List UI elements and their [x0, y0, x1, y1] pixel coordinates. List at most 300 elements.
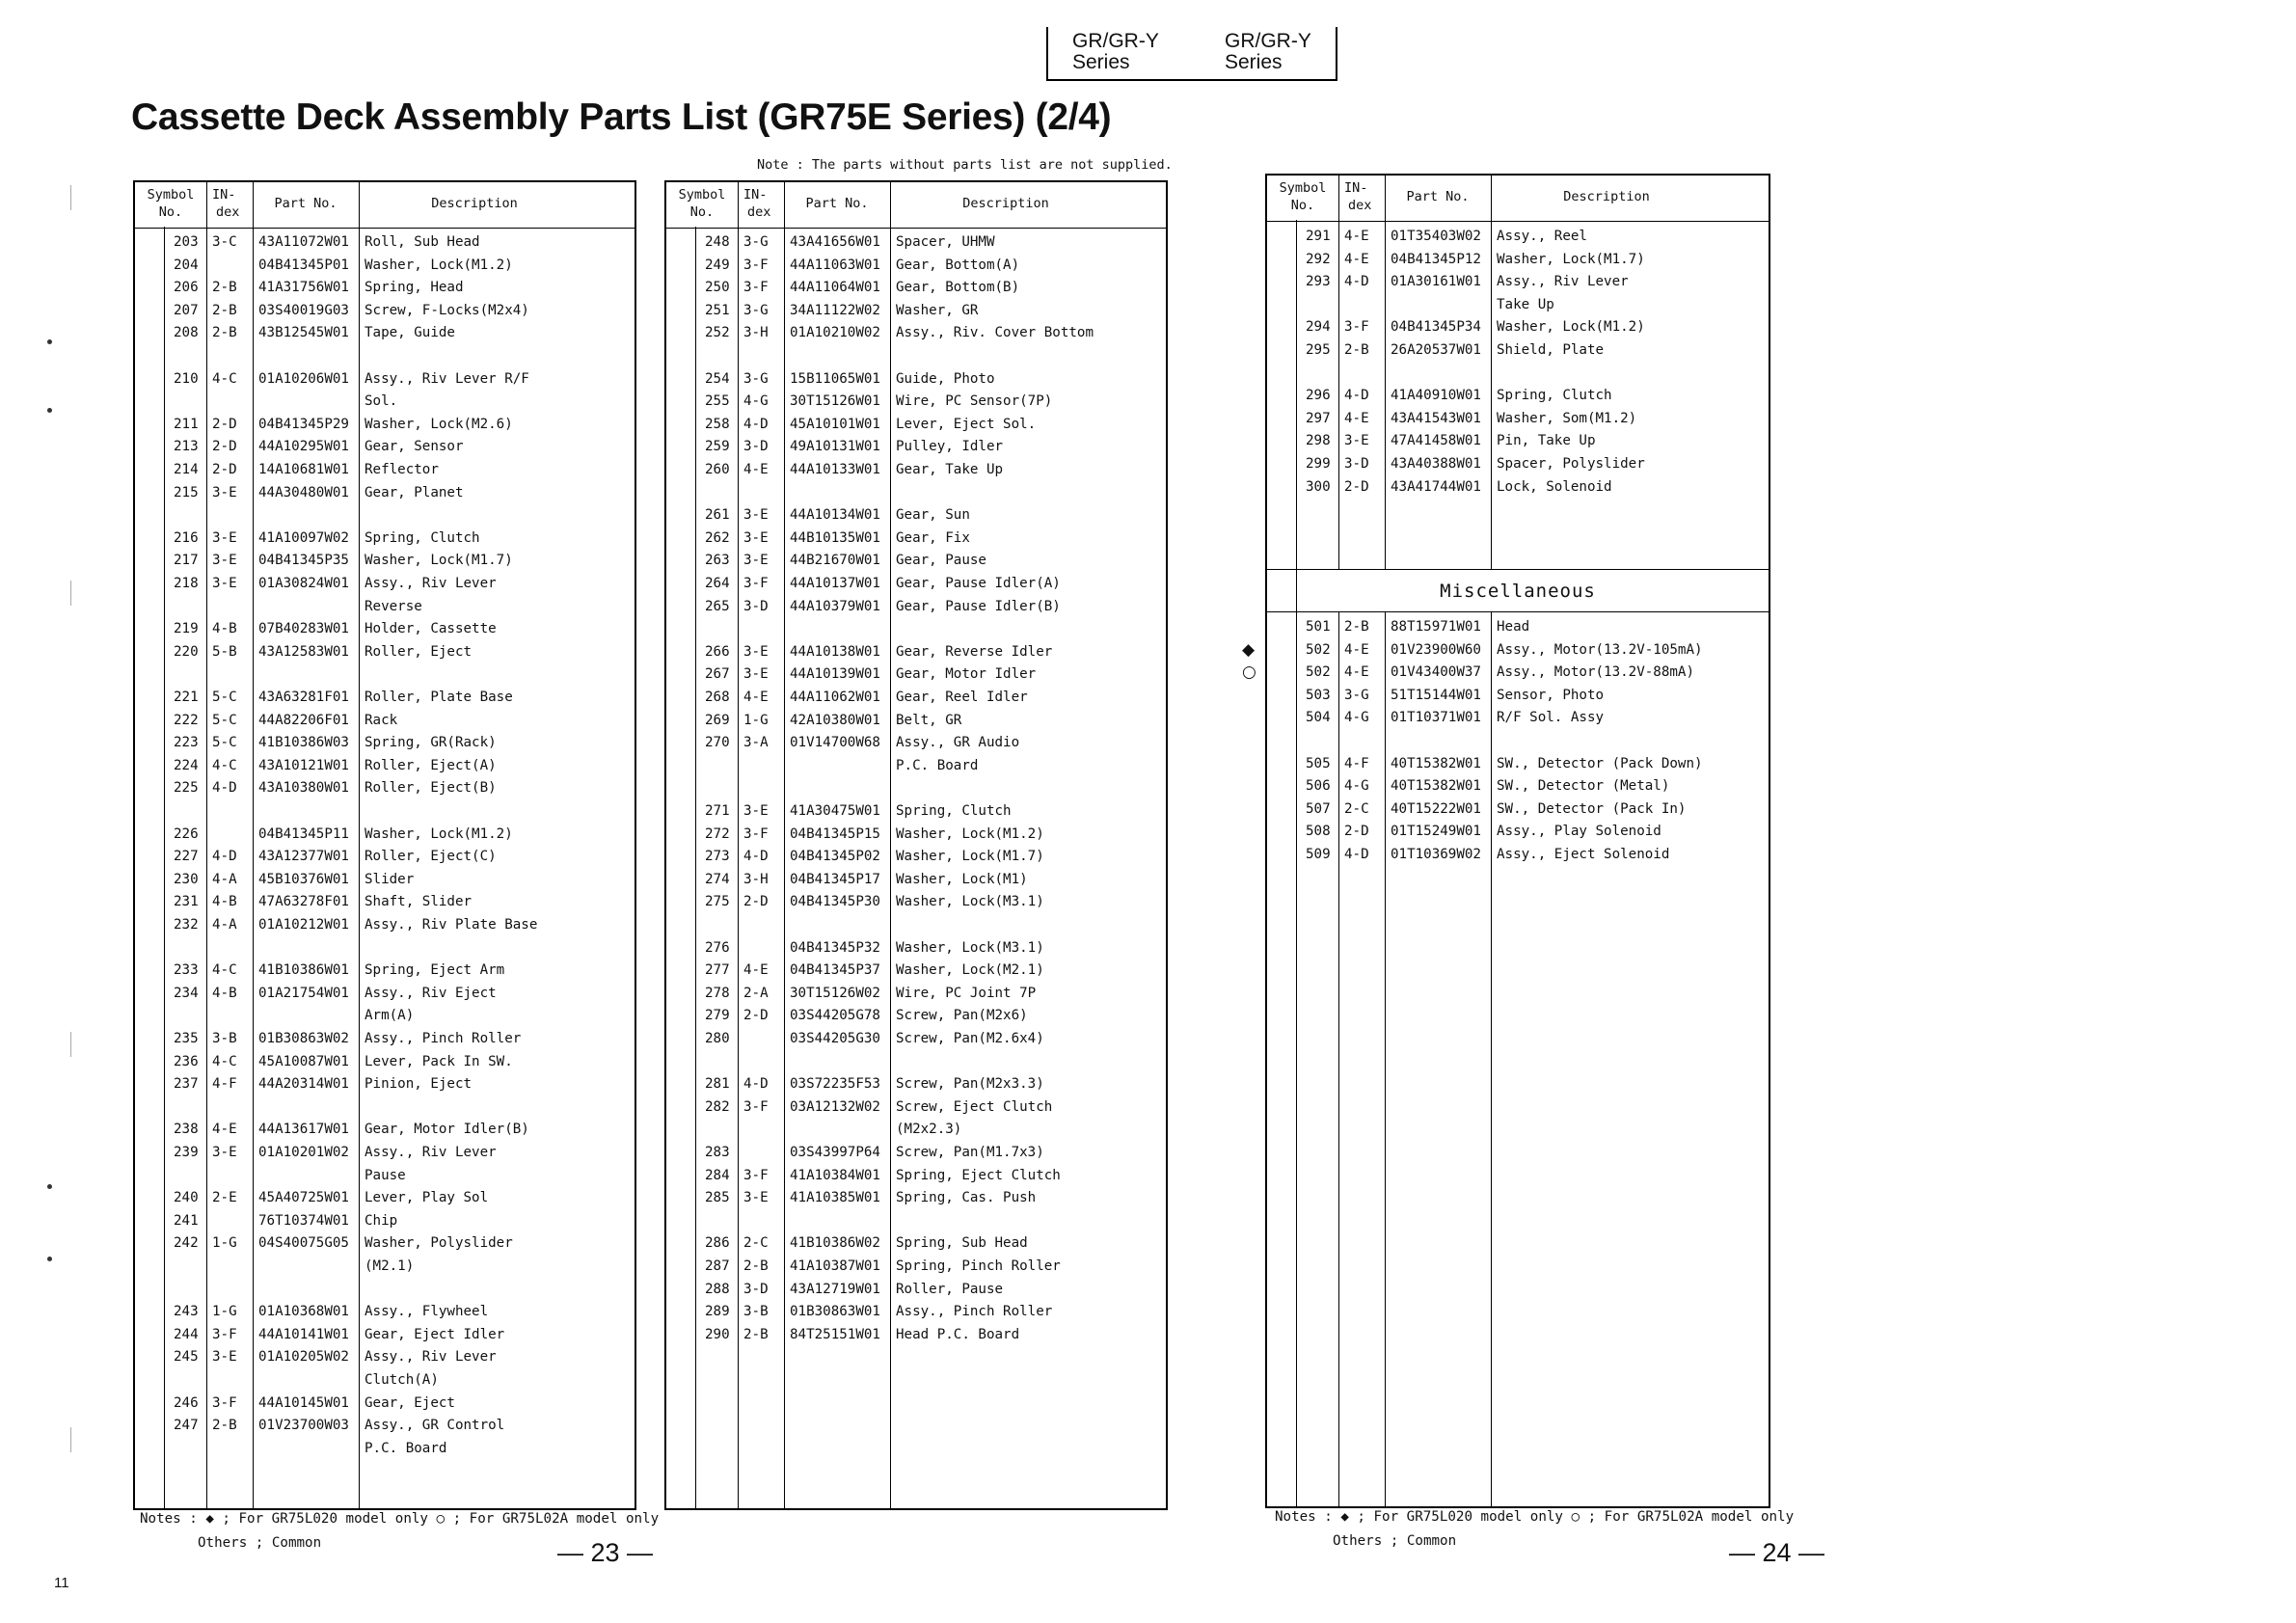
symbol-cell: 283	[705, 1145, 730, 1160]
description-cell: Washer, Lock(M2.6)	[365, 416, 513, 432]
index-cell: 2-D	[1344, 824, 1369, 840]
description-cell: Assy., Riv Lever	[365, 576, 497, 591]
index-cell: 3-E	[743, 666, 769, 683]
description-cell: Washer, Lock(M1.2)	[365, 257, 513, 273]
index-cell: 3-F	[743, 1167, 769, 1183]
index-cell: 5-C	[212, 735, 237, 751]
description-cell: Gear, Bottom(B)	[896, 280, 1020, 296]
index-cell: 4-E	[1344, 410, 1369, 426]
table-row	[666, 982, 1166, 1005]
symbol-cell: 293	[1306, 274, 1331, 290]
part-no-cell: 01A21754W01	[258, 985, 349, 1001]
description-cell: Guide, Photo	[896, 370, 995, 387]
table-row	[666, 1072, 1166, 1096]
index-cell: 2-C	[1344, 800, 1369, 817]
part-no-cell: 44A11064W01	[790, 280, 880, 296]
part-no-cell: 41A31756W01	[258, 280, 349, 296]
description-cell: Clutch(A)	[365, 1372, 439, 1388]
symbol-cell: 226	[174, 825, 199, 842]
table-row	[666, 799, 1166, 823]
description-cell: Assy., Motor(13.2V-88mA)	[1497, 664, 1694, 681]
table-row	[1267, 475, 1769, 499]
symbol-cell: 278	[705, 985, 730, 1001]
table-row	[1242, 638, 1769, 662]
table-row	[135, 1300, 635, 1323]
index-cell: 4-E	[1344, 251, 1369, 267]
symbol-cell: 273	[705, 849, 730, 865]
index-cell: 3-F	[212, 1326, 237, 1342]
symbol-cell: 235	[174, 1031, 199, 1046]
part-no-cell: 43A11072W01	[258, 234, 349, 250]
table-row	[1267, 798, 1769, 821]
table-row	[1267, 225, 1769, 248]
table-row	[135, 1050, 635, 1073]
table-row	[135, 890, 635, 913]
index-cell: 4-D	[1344, 388, 1369, 404]
table-row	[1267, 452, 1769, 475]
table-row	[1267, 706, 1769, 729]
index-cell: 4-C	[212, 962, 237, 979]
description-cell: Spring, GR(Rack)	[365, 735, 497, 751]
description-cell: Assy., Reel	[1497, 229, 1587, 244]
part-no-cell: 01A10368W01	[258, 1304, 349, 1320]
index-cell: 3-F	[743, 576, 769, 591]
symbol-header: Symbol No.	[1279, 180, 1327, 213]
part-no-cell: 41A30475W01	[790, 803, 880, 819]
description-cell: Rack	[365, 712, 398, 728]
index-cell: 3-F	[743, 1098, 769, 1115]
description-cell: Roller, Plate Base	[365, 690, 513, 705]
symbol-cell: 289	[705, 1304, 730, 1320]
table-row	[135, 527, 635, 550]
description-cell: Washer, Lock(M1.2)	[365, 825, 513, 842]
index-cell: 4-E	[212, 1122, 237, 1138]
table-row	[135, 617, 635, 640]
scan-mark	[47, 339, 52, 344]
scan-mark	[47, 408, 52, 413]
part-no-cell: 04B41345P15	[790, 825, 880, 842]
index-cell: 2-B	[743, 1258, 769, 1274]
description-cell: Spring, Eject Arm	[365, 962, 505, 979]
part-no-cell: 01T10371W01	[1391, 710, 1481, 726]
table-row	[666, 390, 1166, 413]
symbol-cell: 272	[705, 825, 730, 842]
part-no-cell: 41B10386W02	[790, 1235, 880, 1252]
description-cell: Assy., Riv. Cover Bottom	[896, 325, 1094, 341]
index-cell: 3-D	[743, 598, 769, 614]
table-row	[666, 254, 1166, 277]
index-cell: 3-E	[212, 529, 237, 546]
description-cell: Assy., Pinch Roller	[896, 1304, 1053, 1320]
footer-notes-left: Notes : ◆ ; For GR75L020 model only ○ ; For GR75L02A model only Others ; Common	[140, 1511, 660, 1551]
symbol-cell: 274	[705, 871, 730, 887]
part-no-cell: 44A10139W01	[790, 666, 880, 683]
table-row	[666, 709, 1166, 732]
description-cell: Washer, Lock(M2.1)	[896, 962, 1044, 979]
description-cell: R/F Sol. Assy	[1497, 710, 1605, 726]
symbol-cell: 250	[705, 280, 730, 296]
index-cell: 3-G	[743, 234, 769, 250]
table-row	[666, 936, 1166, 960]
part-no-cell: 30T15126W02	[790, 985, 880, 1001]
part-no-cell: 01A10205W02	[258, 1349, 349, 1366]
symbol-cell: 287	[705, 1258, 730, 1274]
index-cell: 4-C	[212, 370, 237, 387]
table-row	[135, 709, 635, 732]
description-cell: Spring, Sub Head	[896, 1235, 1028, 1252]
description-cell: Screw, Pan(M2.6x4)	[896, 1031, 1044, 1046]
description-cell: Roller, Eject	[365, 643, 473, 660]
description-cell: Gear, Reel Idler	[896, 690, 1028, 705]
symbol-cell: 210	[174, 370, 199, 387]
table-row	[135, 435, 635, 458]
description-cell: Gear, Pause Idler(B)	[896, 598, 1061, 614]
table-row	[135, 458, 635, 481]
table-row	[135, 321, 635, 344]
symbol-cell: 270	[705, 735, 730, 751]
index-cell: 3-F	[743, 280, 769, 296]
description-cell: Gear, Fix	[896, 529, 970, 546]
table-row	[1267, 684, 1769, 707]
description-cell: Spring, Pinch Roller	[896, 1258, 1061, 1274]
symbol-cell: 239	[174, 1145, 199, 1160]
description-cell: Assy., Riv Lever R/F	[365, 370, 529, 387]
symbol-cell: 288	[705, 1281, 730, 1297]
symbol-cell: 227	[174, 849, 199, 865]
series-label-right: GR/GR-Y Series	[1225, 30, 1311, 73]
symbol-cell: 259	[705, 439, 730, 455]
table-row	[135, 390, 635, 413]
table-row	[666, 458, 1166, 481]
table-row	[135, 299, 635, 322]
description-cell: Gear, Take Up	[896, 462, 1004, 477]
description-cell: Head P.C. Board	[896, 1326, 1020, 1342]
table-row	[666, 890, 1166, 913]
part-no-cell: 01T15249W01	[1391, 824, 1481, 840]
symbol-cell: 507	[1306, 800, 1331, 817]
scan-mark	[47, 1257, 52, 1261]
table-row	[666, 527, 1166, 550]
description-cell: Roll, Sub Head	[365, 234, 480, 250]
index-cell: 3-E	[743, 529, 769, 546]
scan-mark	[70, 1032, 71, 1057]
table-row	[135, 982, 635, 1005]
part-no-cell: 43A10380W01	[258, 780, 349, 797]
symbol-cell: 218	[174, 576, 199, 591]
index-cell: 3-H	[743, 871, 769, 887]
index-cell: 2-B	[743, 1326, 769, 1342]
index-cell: 4-B	[212, 894, 237, 910]
description-cell: Spring, Clutch	[365, 529, 480, 546]
index-cell: 3-D	[1344, 456, 1369, 472]
symbol-cell: 252	[705, 325, 730, 341]
description-cell: Pin, Take Up	[1497, 433, 1596, 449]
index-cell: 3-F	[1344, 319, 1369, 336]
description-cell: Gear, Motor Idler	[896, 666, 1037, 683]
part-no-cell: 43B12545W01	[258, 325, 349, 341]
description-cell: Spacer, UHMW	[896, 234, 995, 250]
description-header: Description	[962, 196, 1049, 211]
part-no-cell: 04B41345P12	[1391, 251, 1481, 267]
part-no-cell: 01B30863W02	[258, 1031, 349, 1046]
index-cell: 3-E	[212, 484, 237, 500]
part-no-cell: 41B10386W01	[258, 962, 349, 979]
part-no-cell: 40T15382W01	[1391, 778, 1481, 795]
index-cell: 4-C	[212, 1053, 237, 1069]
index-cell: 4-D	[743, 1076, 769, 1093]
table-row	[135, 1027, 635, 1050]
symbol-cell: 284	[705, 1167, 730, 1183]
index-cell: 2-C	[743, 1235, 769, 1252]
table-row	[666, 1027, 1166, 1050]
index-cell: 4-D	[212, 849, 237, 865]
table-row	[135, 1118, 635, 1141]
description-cell: Take Up	[1497, 296, 1554, 312]
table-row	[135, 549, 635, 572]
page-title: Cassette Deck Assembly Parts List (GR75E Series) (2/4)	[131, 96, 1112, 138]
part-no-cell: 40T15382W01	[1391, 755, 1481, 771]
part-no-cell: 26A20537W01	[1391, 342, 1481, 358]
index-header: IN- dex	[743, 187, 771, 220]
description-cell: SW., Detector (Pack Down)	[1497, 755, 1703, 771]
index-cell: 3-D	[743, 439, 769, 455]
symbol-cell: 265	[705, 598, 730, 614]
description-cell: Lock, Solenoid	[1497, 478, 1612, 495]
symbol-cell: 244	[174, 1326, 199, 1342]
part-no-cell: 44A11062W01	[790, 690, 880, 705]
parts-table-2	[664, 180, 1168, 1510]
symbol-cell: 231	[174, 894, 199, 910]
part-no-cell: 04B41345P34	[1391, 319, 1481, 336]
part-no-cell: 44A10137W01	[790, 576, 880, 591]
symbol-cell: 234	[174, 985, 199, 1001]
symbol-cell: 501	[1306, 619, 1331, 635]
index-cell: 4-E	[1344, 641, 1369, 658]
description-cell: Pulley, Idler	[896, 439, 1004, 455]
part-no-cell: 07B40283W01	[258, 621, 349, 637]
symbol-cell: 221	[174, 690, 199, 705]
index-cell: 4-B	[212, 621, 237, 637]
part-no-cell: 01V23700W03	[258, 1418, 349, 1434]
part-no-cell: 30T15126W01	[790, 393, 880, 410]
symbol-cell: 255	[705, 393, 730, 410]
symbol-cell: 214	[174, 462, 199, 477]
index-cell: 4-G	[1344, 778, 1369, 795]
symbol-cell: 300	[1306, 478, 1331, 495]
symbol-cell: 251	[705, 302, 730, 318]
description-cell: Pause	[365, 1167, 406, 1183]
table-row	[1267, 270, 1769, 293]
index-cell: 3-E	[743, 507, 769, 524]
symbol-cell: 216	[174, 529, 199, 546]
symbol-cell: 290	[705, 1326, 730, 1342]
description-cell: Reverse	[365, 598, 422, 614]
margin-page-number: 11	[54, 1575, 69, 1591]
symbol-cell: 266	[705, 643, 730, 660]
index-cell: 3-E	[743, 643, 769, 660]
part-no-cell: 01A30824W01	[258, 576, 349, 591]
description-cell: Assy., Pinch Roller	[365, 1031, 522, 1046]
part-no-cell: 44A30480W01	[258, 484, 349, 500]
part-no-cell: 01A10212W01	[258, 917, 349, 933]
symbol-cell: 243	[174, 1304, 199, 1320]
table-row	[666, 230, 1166, 254]
description-cell: Assy., Riv Lever	[1497, 274, 1629, 290]
table-row	[135, 959, 635, 982]
part-no-cell: 47A63278F01	[258, 894, 349, 910]
index-cell: 2-B	[212, 325, 237, 341]
index-cell: 5-C	[212, 712, 237, 728]
part-no-cell: 01V43400W37	[1391, 664, 1481, 681]
description-cell: Gear, Eject	[365, 1394, 455, 1411]
part-no-cell: 47A41458W01	[1391, 433, 1481, 449]
symbol-cell: 240	[174, 1190, 199, 1206]
symbol-cell: 207	[174, 302, 199, 318]
symbol-cell: 264	[705, 576, 730, 591]
index-cell: 3-G	[743, 302, 769, 318]
index-cell: 1-G	[212, 1235, 237, 1252]
description-cell: Assy., Riv Eject	[365, 985, 497, 1001]
index-cell: 4-D	[1344, 847, 1369, 862]
index-cell: 1-G	[743, 712, 769, 728]
symbol-cell: 238	[174, 1122, 199, 1138]
symbol-cell: 230	[174, 871, 199, 887]
description-cell: Washer, Lock(M1.2)	[1497, 319, 1645, 336]
description-cell: Gear, Sensor	[365, 439, 464, 455]
symbol-cell: 215	[174, 484, 199, 500]
index-cell: 4-D	[743, 416, 769, 432]
description-cell: Lever, Eject Sol.	[896, 416, 1037, 432]
table-row	[135, 367, 635, 391]
symbol-cell: 286	[705, 1235, 730, 1252]
description-cell: (M2.1)	[365, 1258, 415, 1274]
table-row	[666, 868, 1166, 891]
part-no-cell: 84T25151W01	[790, 1326, 880, 1342]
part-no-cell: 88T15971W01	[1391, 619, 1481, 635]
description-cell: Assy., GR Control	[365, 1418, 505, 1434]
table-row	[135, 1004, 635, 1027]
diamond-marker: ◆	[1242, 639, 1256, 660]
symbol-cell: 503	[1306, 687, 1331, 703]
table-row	[666, 1096, 1166, 1119]
index-cell: 3-H	[743, 325, 769, 341]
part-no-cell: 01V23900W60	[1391, 641, 1481, 658]
part-no-cell: 04B41345P32	[790, 939, 880, 956]
table-row	[666, 367, 1166, 391]
description-cell: Gear, Pause	[896, 553, 986, 569]
part-no-cell: 01A10210W02	[790, 325, 880, 341]
table-row	[666, 663, 1166, 686]
description-cell: Lever, Play Sol	[365, 1190, 489, 1206]
table-row	[135, 823, 635, 846]
index-cell: 4-E	[743, 690, 769, 705]
part-no-cell: 01B30863W01	[790, 1304, 880, 1320]
part-no-cell: 41A40910W01	[1391, 388, 1481, 404]
part-no-cell: 76T10374W01	[258, 1212, 349, 1229]
part-no-cell: 03S72235F53	[790, 1076, 880, 1093]
table-row	[135, 731, 635, 754]
table-row	[135, 481, 635, 504]
index-cell: 2-D	[743, 894, 769, 910]
symbol-cell: 220	[174, 643, 199, 660]
index-cell: 3-E	[1344, 433, 1369, 449]
part-no-cell: 03S43997P64	[790, 1145, 880, 1160]
table-row	[1267, 407, 1769, 430]
part-no-header: Part No.	[274, 196, 338, 211]
symbol-cell: 505	[1306, 755, 1331, 771]
symbol-cell: 213	[174, 439, 199, 455]
description-cell: Spring, Eject Clutch	[896, 1167, 1061, 1183]
table-row	[666, 549, 1166, 572]
symbol-cell: 297	[1306, 410, 1331, 426]
table-row	[135, 413, 635, 436]
description-cell: Slider	[365, 871, 415, 887]
symbol-cell: 206	[174, 280, 199, 296]
part-no-cell: 51T15144W01	[1391, 687, 1481, 703]
index-header: IN- dex	[1344, 180, 1372, 213]
symbol-cell: 249	[705, 257, 730, 273]
symbol-cell: 258	[705, 416, 730, 432]
table-row	[135, 913, 635, 936]
description-cell: Assy., Flywheel	[365, 1304, 489, 1320]
symbol-cell: 277	[705, 962, 730, 979]
symbol-cell: 504	[1306, 710, 1331, 726]
part-no-cell: 43A41656W01	[790, 234, 880, 250]
part-no-cell: 03S44205G78	[790, 1008, 880, 1024]
table-row	[135, 1437, 635, 1460]
index-cell: 3-F	[743, 825, 769, 842]
symbol-cell: 225	[174, 780, 199, 797]
table-row	[135, 1414, 635, 1437]
table-row	[1267, 338, 1769, 362]
scan-mark	[70, 1427, 71, 1452]
part-no-header: Part No.	[1406, 189, 1470, 204]
description-cell: Spring, Head	[365, 280, 464, 296]
table-row	[135, 1186, 635, 1209]
index-cell: 2-D	[212, 462, 237, 477]
index-cell: 3-G	[1344, 687, 1369, 703]
index-cell: 3-A	[743, 735, 769, 751]
index-cell: 4-D	[1344, 274, 1369, 290]
part-no-cell: 04B41345P30	[790, 894, 880, 910]
table-row	[135, 1072, 635, 1096]
table-row	[135, 1392, 635, 1415]
table-row	[666, 1141, 1166, 1164]
part-no-cell: 44A82206F01	[258, 712, 349, 728]
part-no-cell: 43A63281F01	[258, 690, 349, 705]
table-row	[666, 1231, 1166, 1255]
description-cell: Spring, Clutch	[1497, 388, 1612, 404]
description-cell: Roller, Eject(B)	[365, 780, 497, 797]
symbol-cell: 248	[705, 234, 730, 250]
index-cell: 3-E	[212, 576, 237, 591]
part-no-cell: 04B41345P02	[790, 849, 880, 865]
description-cell: Gear, Pause Idler(A)	[896, 576, 1061, 591]
description-header: Description	[1563, 189, 1650, 204]
table-row	[1267, 843, 1769, 866]
part-no-cell: 44A10133W01	[790, 462, 880, 477]
table-row	[666, 1323, 1166, 1346]
symbol-cell: 502	[1306, 641, 1331, 658]
index-cell: 3-E	[743, 803, 769, 819]
description-cell: Belt, GR	[896, 712, 962, 728]
symbol-cell: 279	[705, 1008, 730, 1024]
symbol-cell: 233	[174, 962, 199, 979]
description-cell: Washer, Lock(M1.7)	[1497, 251, 1645, 267]
symbol-cell: 208	[174, 325, 199, 341]
symbol-header: Symbol No.	[147, 187, 195, 220]
table-row	[135, 640, 635, 663]
